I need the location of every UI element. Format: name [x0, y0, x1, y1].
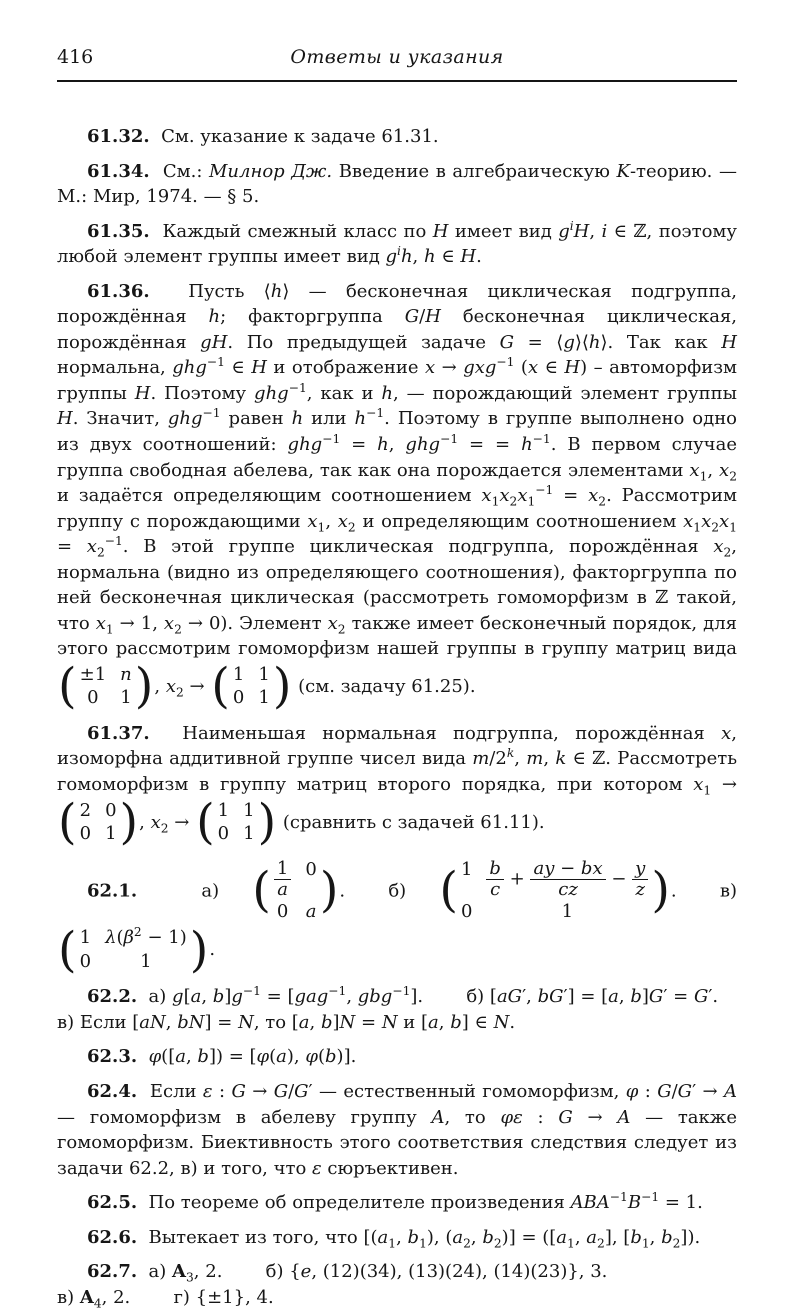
solution-62-6: 62.6. Вытекает из того, что [($a_1$, $b_1$), ($a_2$, $b_2)] = ([a_1$, $a_2$], [$b_1$, $b_2$]). — [87, 1226, 701, 1251]
solutions-text — [57, 124, 737, 1310]
solution-62-2: 62.2. а) g[a, $b]g^{-1} = [gag^{-1}$, gbg$^{-1}$]. б) [aG′, bG′] = [a, b]G′ = G′. в) Если [aN, bN] = N, то [a, b]N = N и [a, b] ∈ N. — [57, 984, 719, 1033]
page-number: 416 — [57, 46, 94, 68]
solution-61-35: 61.35. Каждый смежный класс по H имеет вид $g^iH$, i ∈ ℤ, поэтому любой элемент группы имеет вид $g^ih$, h ∈ H. — [57, 218, 737, 268]
solution-61-37: 61.37. Наименьшая нормальная подгруппа, порождённая x, изоморфна аддитивной группе чисел вида m/2$^k$, m, k ∈ ℤ. Рассмотреть гомоморфизм в группу матриц второго порядка, при котором $x_1$ → ( 2 0 0 1 ) , $x_2$ → ( 1 1 0 1 ) (сравнить с задачей 61.11). — [57, 722, 737, 850]
page-header — [57, 46, 737, 73]
solution-62-7: 62.7. а) $A_3$, 2. б) {e, (12)(34), (13)(24), (14)(23)}, 3. в) $A_4$, 2. г) {±1}, 4. — [57, 1261, 608, 1310]
running-title: Ответы и указания — [290, 46, 504, 68]
solution-62-5: 62.5. По теореме об определителе произведения $ABA^{-1}B^{-1} = 1$. — [87, 1190, 703, 1214]
solution-61-36: 61.36. Пусть ⟨h⟩ — бесконечная циклическая подгруппа, порождённая h; факторгруппа G/H бесконечная циклическая, порождённая gH. По предыдущей задаче G = ⟨g⟩⟨h⟩. Так как H нормальна, ghg$^{-1}$ ∈ H и отображение x → gxg$^{-1}$ (x ∈ H) – автоморфизм группы H. Поэтому ghg$^{-1}$, как и h, — порождающий элемент группы H. Значит, ghg$^{-1}$ равен h или $h^{-1}$. Поэтому в группе выполнено одно из двух соотношений: ghg$^{-1}$ = h, ghg$^{-1}$ = = $h^{-1}$. В первом случае группа свободная абелева, так как она порождается элементами $x_1$, $x_2$ и задаётся определяющим соотношением $x_1x_2x_1^{-1} = x_2$. Рассмотрим группу с порождающими $x_1$, $x_2$ и определяющим соотношением $x_1x_2x_1 = x_2^{-1}$. В этой группе циклическая подгруппа, порождённая $x_2$, нормальна (видно из определяющего соотношения), факторгруппа по ней бесконечная циклическая (рассмотреть гомоморфизм в ℤ такой, что $x_1 \to 1$, $x_2 \to 0$). Элемент $x_2$ также имеет бесконечный порядок, для этого рассмотрим гомоморфизм нашей группы в группу матриц вида ( ±1 n 0 1 ) , $x_2$ → ( 1 1 0 1 ) (см. задачу 61.25). — [57, 280, 738, 715]
solution-62-1: 62.1. а) ( $\frac{1}{a}$ 0 0 a ) . б) ( 1 $\frac{b}{c}$ + $\frac{ay - bx}{cz}$ − $\frac{y}{z}$ 0 1 ) . в) ( 1 $\lambda(\beta^2 - 1)$ 0 1 ) . — [58, 857, 737, 978]
solution-62-3: 62.3. φ([a, b]) = [φ(a), φ(b)]. — [87, 1046, 357, 1068]
solution-62-4: 62.4. Если ε : G → G/G′ — естественный гомоморфизм, φ : G/G′ → A — гомоморфизм в абелеву группу A, то φε : G → A — также гомоморфизм. Биективность этого соответствия следствия следует из задачи 62.2, в) и того, что ε сюръективен. — [57, 1081, 737, 1179]
solution-61-32: 61.32. См. указание к задаче 61.31. — [87, 126, 439, 147]
header-rule — [57, 80, 737, 82]
solution-61-34: 61.34. См.: Милнор Дж. Введение в алгебраическую K-теорию. — М.: Мир, 1974. — § 5. — [57, 160, 737, 208]
